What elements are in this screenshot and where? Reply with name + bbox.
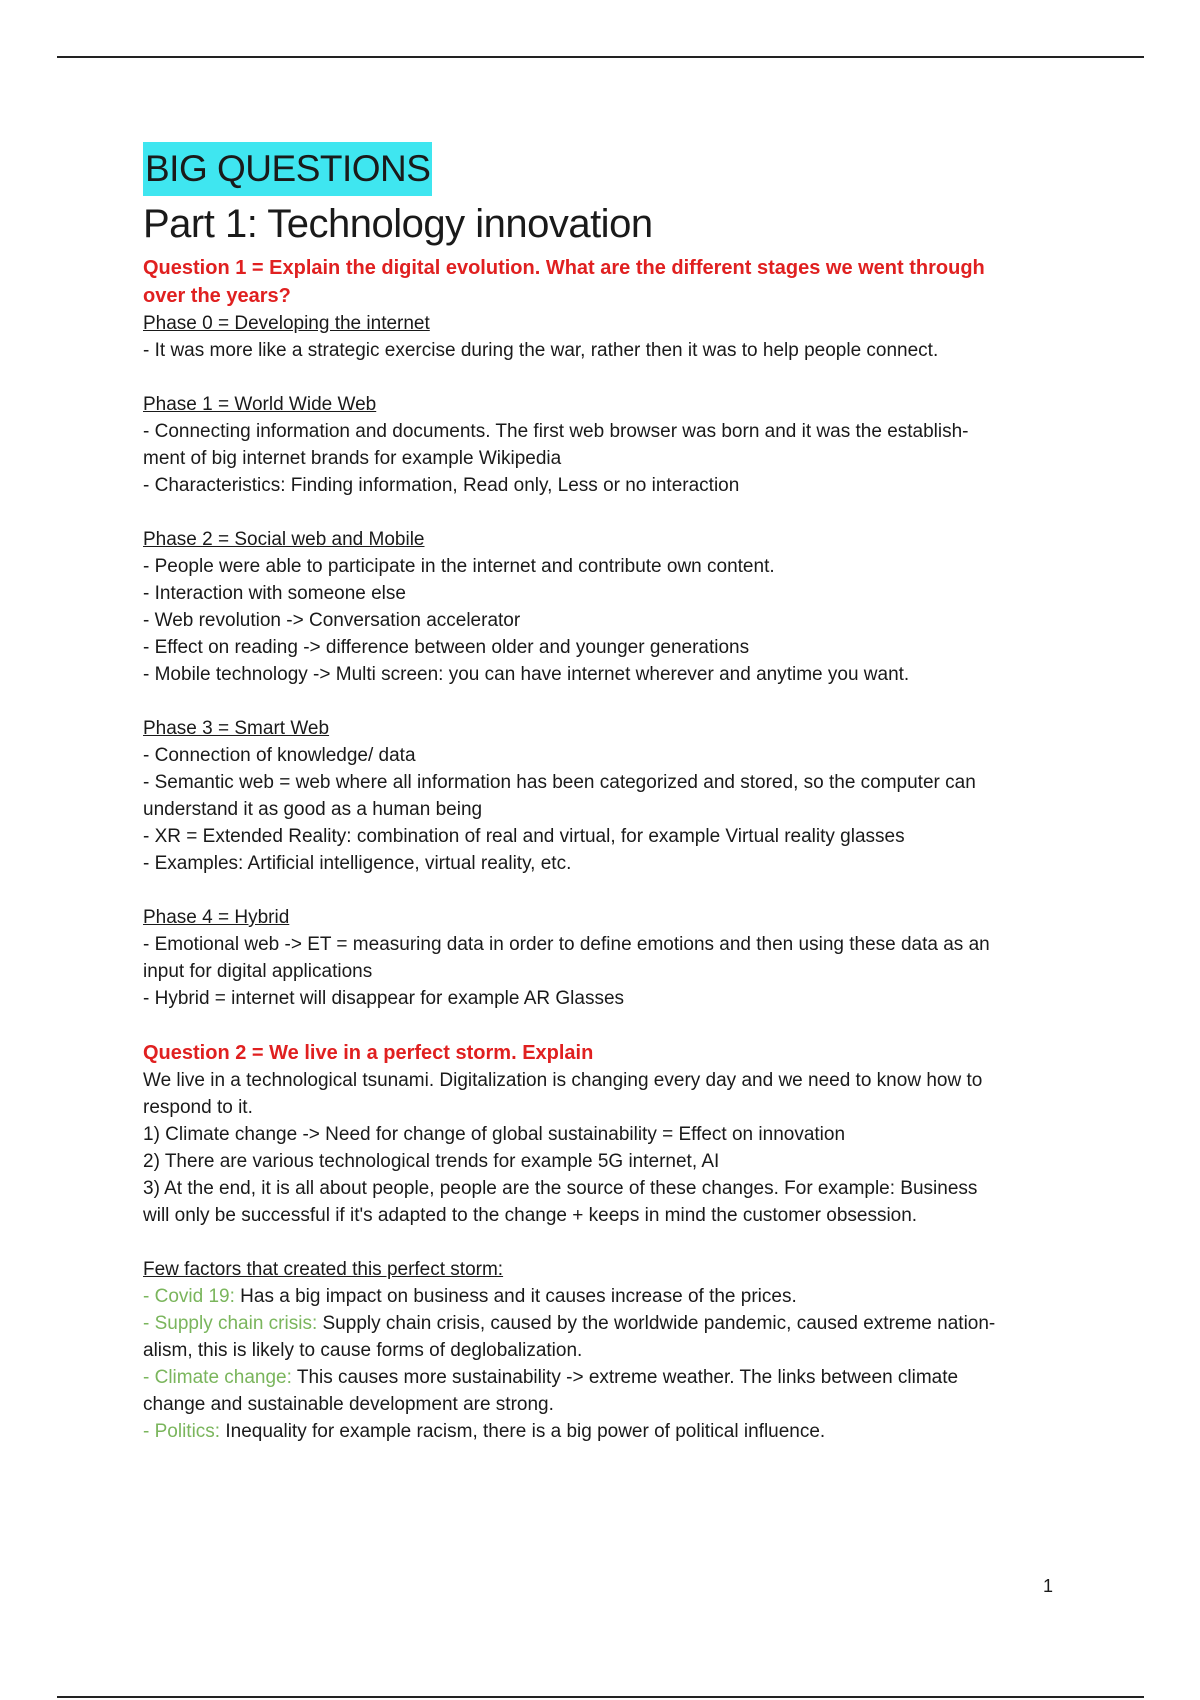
part-title: Part 1: Technology innovation (143, 202, 653, 246)
phase-3-heading: Phase 3 = Smart Web (143, 718, 330, 739)
factor-label: - Covid 19: (143, 1286, 235, 1307)
factor-text: Supply chain crisis, caused by the worldwide pandemic, caused extreme nation- (317, 1313, 996, 1334)
factor-continuation: alism, this is likely to cause forms of deglobalization. (143, 1340, 583, 1361)
question-1-title (143, 254, 1063, 310)
phase-1-heading: Phase 1 = World Wide Web (143, 394, 377, 415)
intro-line: 2) There are various technological trends for example 5G internet, AI (143, 1151, 720, 1172)
phase-line: - Characteristics: Finding information, Read only, Less or no interaction (143, 475, 740, 496)
phase-3-section (143, 715, 1063, 877)
intro-line: 3) At the end, it is all about people, people are the source of these changes. For example: Business (143, 1178, 978, 1199)
factor-text: This causes more sustainability -> extreme weather. The links between climate (291, 1367, 959, 1388)
intro-line: respond to it. (143, 1097, 253, 1118)
phase-line: - Examples: Artificial intelligence, virtual reality, etc. (143, 853, 572, 874)
phase-line: - Web revolution -> Conversation accelerator (143, 610, 521, 631)
bottom-rule (57, 1696, 1144, 1698)
page-number: 1 (1043, 1576, 1054, 1596)
intro-line: We live in a technological tsunami. Digitalization is changing every day and we need to know how to (143, 1070, 983, 1091)
phase-4-section (143, 904, 1063, 1012)
phase-0-heading: Phase 0 = Developing the internet (143, 313, 430, 334)
factors-heading: Few factors that created this perfect storm: (143, 1259, 504, 1280)
phase-line: input for digital applications (143, 961, 373, 982)
phase-1-section (143, 391, 1063, 499)
factor-item (143, 1283, 1063, 1310)
phase-line: - Connection of knowledge/ data (143, 745, 416, 766)
phase-line: ment of big internet brands for example Wikipedia (143, 448, 562, 469)
top-rule (57, 56, 1144, 58)
phase-2-section (143, 526, 1063, 688)
question-2-title: Question 2 = We live in a perfect storm. Explain (143, 1042, 594, 1064)
factor-text: Has a big impact on business and it causes increase of the prices. (234, 1286, 797, 1307)
phase-line: understand it as good as a human being (143, 799, 483, 820)
phase-line: - People were able to participate in the internet and contribute own content. (143, 556, 775, 577)
question-2-intro (143, 1067, 1063, 1229)
question-1-line: Question 1 = Explain the digital evolution. What are the different stages we went through (143, 257, 985, 279)
phase-line: - Mobile technology -> Multi screen: you can have internet wherever and anytime you want. (143, 664, 910, 685)
factor-item (143, 1310, 1063, 1337)
phase-line: - Emotional web -> ET = measuring data in order to define emotions and then using these data as an (143, 934, 990, 955)
factor-item (143, 1364, 1063, 1391)
factor-item (143, 1418, 1063, 1445)
phase-line: - It was more like a strategic exercise during the war, rather then it was to help people connect. (143, 340, 939, 361)
phase-0-section (143, 310, 1063, 364)
big-questions-title: BIG QUESTIONS (143, 142, 432, 196)
phase-line: - Hybrid = internet will disappear for example AR Glasses (143, 988, 625, 1009)
phase-line: - Interaction with someone else (143, 583, 406, 604)
phase-line: - Semantic web = web where all information has been categorized and stored, so the computer can (143, 772, 976, 793)
factor-text: Inequality for example racism, there is a big power of political influence. (220, 1421, 826, 1442)
phase-line: - XR = Extended Reality: combination of real and virtual, for example Virtual reality glasses (143, 826, 905, 847)
factor-label: - Politics: (143, 1421, 221, 1442)
factors-list (143, 1283, 1063, 1445)
intro-line: will only be successful if it's adapted to the change + keeps in mind the customer obsession. (143, 1205, 918, 1226)
phase-line: - Effect on reading -> difference between older and younger generations (143, 637, 750, 658)
phase-2-heading: Phase 2 = Social web and Mobile (143, 529, 425, 550)
phase-4-heading: Phase 4 = Hybrid (143, 907, 290, 928)
factor-label: - Supply chain crisis: (143, 1313, 318, 1334)
factor-continuation: change and sustainable development are strong. (143, 1394, 554, 1415)
intro-line: 1) Climate change -> Need for change of global sustainability = Effect on innovation (143, 1124, 846, 1145)
question-1-line: over the years? (143, 285, 291, 307)
page-content (143, 142, 1063, 1445)
factor-label: - Climate change: (143, 1367, 292, 1388)
phase-line: - Connecting information and documents. The first web browser was born and it was the establish- (143, 421, 969, 442)
